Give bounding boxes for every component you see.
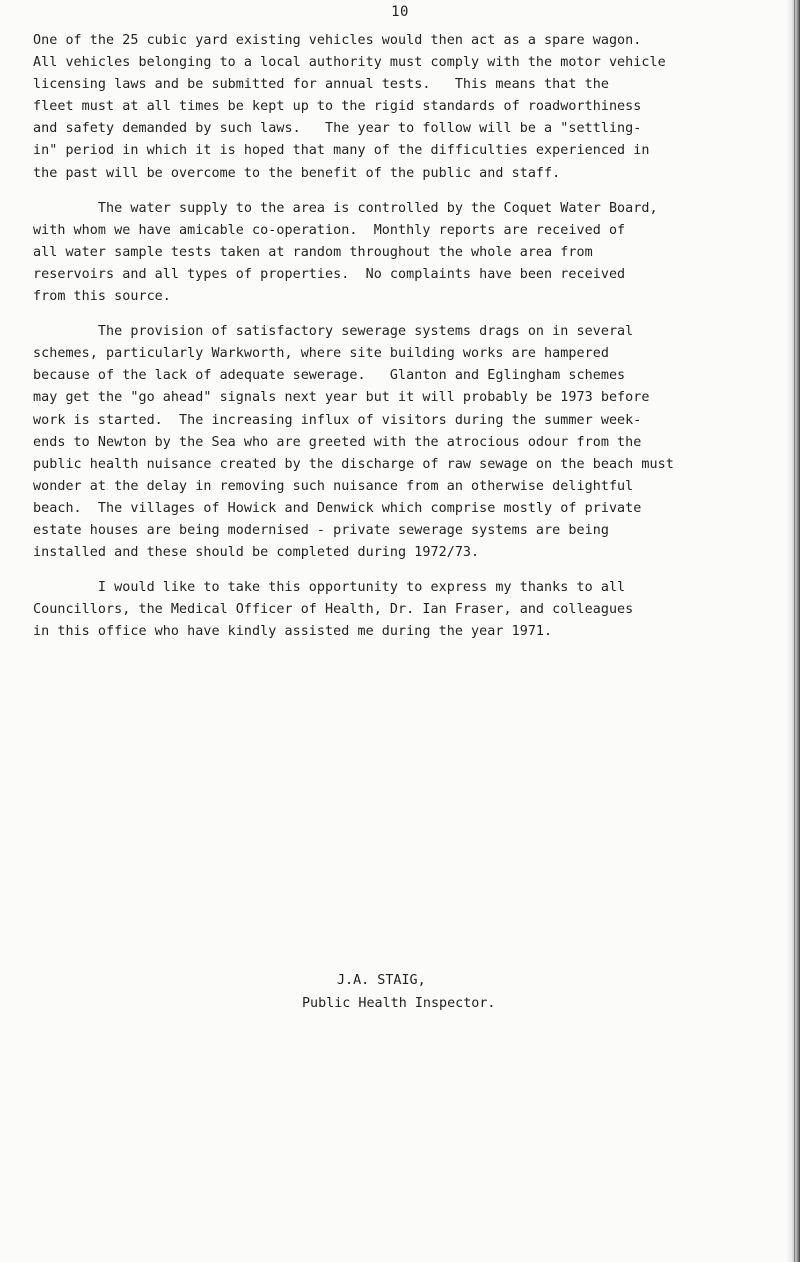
text-line: estate houses are being modernised - private sewerage systems are being	[33, 522, 609, 538]
report-body	[33, 30, 781, 656]
text-line: reservoirs and all types of properties. No complaints have been received	[33, 266, 626, 282]
text-line: All vehicles belonging to a local authority must comply with the motor vehicle	[33, 55, 666, 71]
text-line: public health nuisance created by the discharge of raw sewage on the beach must	[33, 456, 674, 472]
text-line: schemes, particularly Warkworth, where site building works are hampered	[33, 346, 609, 362]
signatory-name: J.A. STAIG,	[337, 973, 426, 988]
text-line: licensing laws and be submitted for annual tests. This means that the	[33, 77, 609, 93]
text-line: wonder at the delay in removing such nuisance from an otherwise delightful	[33, 478, 634, 494]
text-line: with whom we have amicable co-operation. Monthly reports are received of	[33, 222, 626, 238]
text-line: work is started. The increasing influx of visitors during the summer week-	[33, 412, 642, 428]
text-line: I would like to take this opportunity to express my thanks to all	[33, 580, 626, 596]
text-line: The provision of satisfactory sewerage systems drags on in several	[33, 324, 634, 340]
paragraph	[33, 321, 781, 564]
text-line: Councillors, the Medical Officer of Health, Dr. Ian Fraser, and colleagues	[33, 602, 634, 618]
text-line: beach. The villages of Howick and Denwick which comprise mostly of private	[33, 500, 642, 516]
text-line: the past will be overcome to the benefit of the public and staff.	[33, 165, 561, 181]
text-line: all water sample tests taken at random throughout the whole area from	[33, 244, 593, 260]
text-line: may get the "go ahead" signals next year but it will probably be 1973 before	[33, 390, 650, 406]
text-line: ends to Newton by the Sea who are greeted with the atrocious odour from the	[33, 434, 642, 450]
page-edge-shadow	[786, 0, 800, 1262]
text-line: from this source.	[33, 289, 171, 305]
text-line: because of the lack of adequate sewerage. Glanton and Eglingham schemes	[33, 368, 626, 384]
text-line: The water supply to the area is controlled by the Coquet Water Board,	[33, 200, 658, 216]
text-line: fleet must at all times be kept up to the rigid standards of roadworthiness	[33, 99, 642, 115]
paragraph	[33, 577, 781, 643]
paragraph	[33, 198, 781, 308]
text-line: One of the 25 cubic yard existing vehicles would then act as a spare wagon.	[33, 33, 642, 48]
page-number: 10	[391, 4, 409, 20]
signatory-title: Public Health Inspector.	[302, 996, 496, 1011]
paragraph	[33, 30, 781, 185]
text-line: in" period in which it is hoped that many of the difficulties experienced in	[33, 143, 650, 159]
text-line: in this office who have kindly assisted me during the year 1971.	[33, 624, 553, 640]
text-line: and safety demanded by such laws. The year to follow will be a "settling-	[33, 121, 642, 137]
page-edge-line	[794, 0, 795, 1262]
text-line: installed and these should be completed during 1972/73.	[33, 545, 480, 561]
